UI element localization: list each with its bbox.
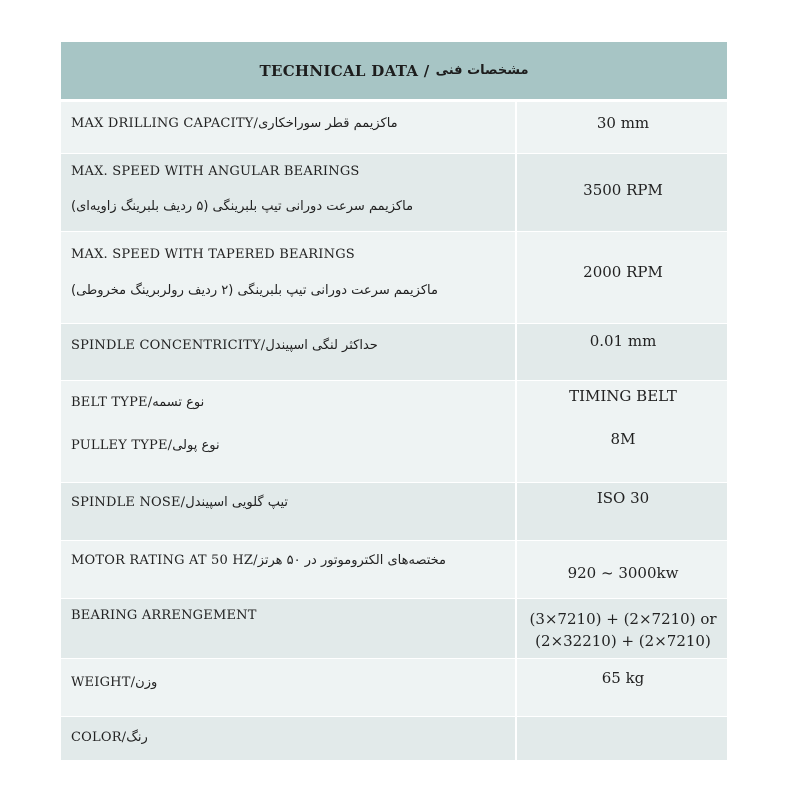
label-fa: رنگ — [126, 730, 148, 745]
table-row — [61, 716, 727, 760]
label-en: MOTOR RATING AT 50 HZ/ — [71, 553, 258, 568]
row-label-cell — [61, 232, 517, 323]
row-value-2: 8M — [610, 430, 636, 448]
row-value: 3500 RPM — [583, 181, 663, 199]
label-en: MAX DRILLING CAPACITY/ — [71, 116, 259, 131]
row-value-cell — [519, 324, 727, 380]
label-fa: نوع تسمه — [152, 395, 205, 410]
table-row — [61, 658, 727, 716]
row-label-cell — [61, 483, 517, 540]
table-row — [61, 598, 727, 658]
row-value: TIMING BELT — [569, 387, 677, 405]
row-label-cell — [61, 324, 517, 380]
row-value-cell — [519, 381, 727, 482]
row-value-cell — [519, 599, 727, 658]
label-fa: حداکثر لنگی اسپیندل — [265, 338, 378, 353]
label-fa: مختصه‌های الکتروموتور در ۵۰ هرتز — [257, 553, 447, 568]
label-en: SPINDLE NOSE/ — [71, 495, 186, 510]
row-label-cell — [61, 717, 517, 760]
label-en: BELT TYPE/ — [71, 395, 153, 410]
header-title-fa: مشخصات فنی — [435, 63, 529, 78]
table-header — [61, 42, 727, 99]
label-fa: ماکزیمم سرعت دورانی تیپ بلبرینگی (۲ ردیف رولربرینگ مخروطی) — [71, 283, 438, 298]
row-value: ISO 30 — [596, 489, 650, 507]
table-row — [61, 323, 727, 380]
label-en: SPINDLE CONCENTRICITY/ — [71, 338, 266, 353]
table-row — [61, 101, 727, 153]
row-value-cell — [519, 483, 727, 540]
table-row — [61, 482, 727, 540]
table-row — [61, 540, 727, 598]
row-label — [71, 553, 452, 568]
row-label-cell — [61, 541, 517, 598]
row-label-cell — [61, 102, 517, 153]
table-row — [61, 231, 727, 323]
label-fa: تیپ گلویی اسپیندل — [185, 495, 289, 510]
label-en: COLOR/ — [71, 730, 127, 745]
label-en: WEIGHT/ — [71, 675, 136, 690]
row-label — [71, 395, 210, 410]
row-value-cell — [519, 232, 727, 323]
label-en: MAX. SPEED WITH TAPERED BEARINGS — [71, 247, 355, 262]
row-value: 0.01 mm — [589, 332, 657, 350]
table-row — [61, 153, 727, 231]
row-value: 65 kg — [601, 669, 645, 687]
row-value-cell — [519, 717, 727, 760]
label-fa: ماکزیمم سرعت دورانی تیپ بلبرینگی (۵ ردیف بلبرینگ زاویه‌ای) — [71, 199, 414, 214]
row-value-cell — [519, 102, 727, 153]
header-title-en: TECHNICAL DATA / — [259, 61, 430, 80]
row-label-cell — [61, 381, 517, 482]
row-value-cell — [519, 541, 727, 598]
label-fa: ماکزیمم قطر سوراخکاری — [258, 116, 398, 131]
label2-fa: نوع پولی — [172, 438, 220, 453]
row-value: (3×7210) + (2×7210) or — [529, 610, 717, 628]
row-value: 920 ~ 3000kw — [567, 564, 679, 582]
row-label-cell — [61, 659, 517, 716]
row-label — [71, 116, 398, 131]
row-value-cell — [519, 154, 727, 231]
row-label-cell — [61, 599, 517, 658]
row-label — [71, 730, 148, 745]
label-en: BEARING ARRENGEMENT — [71, 608, 257, 623]
row-label-2 — [71, 438, 226, 453]
row-value: 2000 RPM — [583, 263, 663, 281]
row-value-cell — [519, 659, 727, 716]
label2-en: PULLEY TYPE/ — [71, 438, 173, 453]
row-label — [71, 495, 294, 510]
row-label — [71, 338, 378, 353]
label-fa: وزن — [135, 675, 158, 690]
table-row — [61, 380, 727, 482]
row-label — [71, 675, 157, 690]
label-en: MAX. SPEED WITH ANGULAR BEARINGS — [71, 164, 360, 179]
row-label-cell — [61, 154, 517, 231]
row-value-2: (2×32210) + (2×7210) — [535, 632, 711, 650]
row-value: 30 mm — [596, 114, 650, 132]
